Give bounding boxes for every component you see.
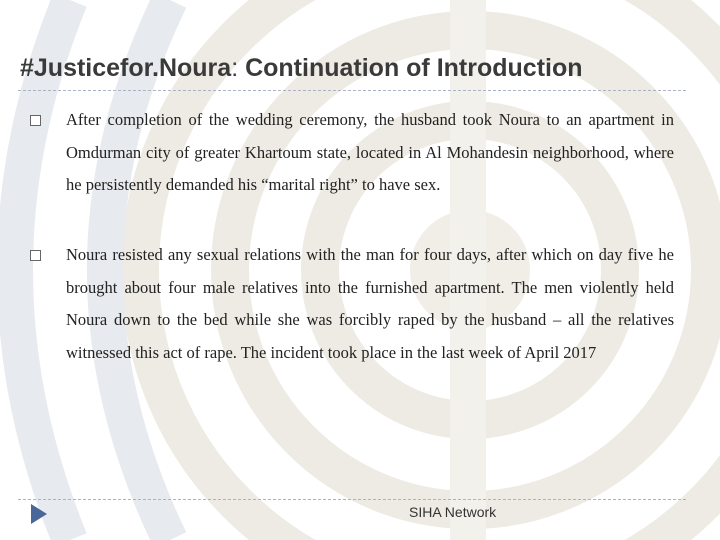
title-colon: : [231, 54, 239, 82]
bullet-paragraph: Noura resisted any sexual relations with the man for four days, after which on day five he brought about four male relatives into the furnished apartment. The men violently held Noura down to the bed while she was forcibly raped by the husband – all the relatives witnessed this act of rape. The incident took place in the last week of April 2017 [66, 245, 674, 363]
play-arrow-icon[interactable] [31, 504, 47, 524]
hollow-square-bullet-icon [30, 115, 41, 126]
bullet-paragraph: After completion of the wedding ceremony, the husband took Noura to an apartment in Omdurman city of greater Khartoum state, located in Al Mohandesin neighborhood, where he persistently demanded his “marital right” to have sex. [66, 110, 674, 195]
title-rest: Continuation of Introduction [238, 54, 583, 82]
footer-organization: SIHA Network [409, 504, 497, 520]
hollow-square-bullet-icon [30, 250, 41, 261]
title-hashtag: #Justicefor.Noura [20, 54, 232, 82]
slide-title [20, 54, 583, 83]
footer-divider [18, 499, 686, 500]
title-divider [18, 90, 686, 91]
